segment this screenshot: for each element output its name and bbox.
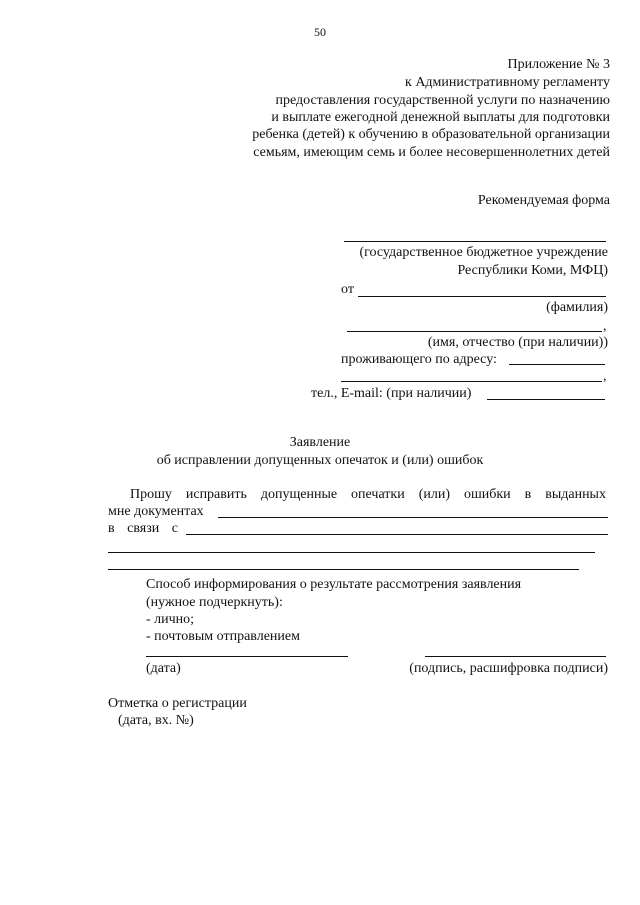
- request-word: (или): [418, 487, 450, 502]
- option-personal: - лично;: [146, 612, 195, 627]
- address-comma: ,: [603, 369, 607, 384]
- statement-subtitle: об исправлении допущенных опечаток и (или) ошибок: [156, 453, 484, 468]
- request-word: в: [524, 487, 532, 502]
- request-line: [130, 488, 606, 502]
- institution-hint: Республики Коми, МФЦ): [457, 263, 608, 278]
- name-hint: (имя, отчество (при наличии)): [427, 335, 608, 350]
- due-word: с: [171, 521, 178, 536]
- request-word: опечатки: [351, 487, 405, 502]
- due-word: в: [108, 521, 115, 536]
- notify-method-hint: (нужное подчеркнуть):: [146, 595, 283, 610]
- appendix-title: Приложение № 3: [507, 57, 610, 72]
- page-number: 50: [314, 25, 326, 39]
- option-post: - почтовым отправлением: [146, 629, 300, 644]
- phone-email-blank-line: [487, 399, 605, 400]
- request-word: допущенные: [260, 487, 338, 502]
- address-blank-line: [509, 364, 605, 365]
- signature-blank-line: [425, 656, 606, 657]
- notify-method-label: Способ информирования о результате рассмотрения заявления: [146, 577, 522, 592]
- request-word: ошибки: [463, 487, 511, 502]
- documents-blank-line: [218, 517, 608, 518]
- due-to-blank-line: [186, 534, 608, 535]
- due-word: связи: [127, 521, 160, 536]
- address-blank-line-2: [341, 381, 602, 382]
- signature-hint: (подпись, расшифровка подписи): [409, 661, 608, 676]
- institution-hint: (государственное бюджетное учреждение: [359, 245, 608, 260]
- address-label: проживающего по адресу:: [341, 352, 497, 367]
- recommended-form-label: Рекомендуемая форма: [477, 193, 610, 208]
- date-hint: (дата): [146, 661, 181, 676]
- name-blank-line: [347, 331, 602, 332]
- request-word: исправить: [185, 487, 247, 502]
- appendix-line: ребенка (детей) к обучению в образовательной организации: [252, 127, 610, 142]
- registration-hint: (дата, вх. №): [118, 713, 194, 728]
- statement-title: Заявление: [289, 435, 351, 450]
- appendix-line: предоставления государственной услуги по назначению: [275, 93, 610, 108]
- reason-blank-line-2: [108, 569, 579, 570]
- due-to-label: [108, 522, 178, 536]
- surname-hint: (фамилия): [546, 300, 608, 315]
- from-blank-line: [358, 296, 606, 297]
- phone-email-label: тел., E-mail: (при наличии): [311, 386, 472, 401]
- registration-label: Отметка о регистрации: [108, 696, 247, 711]
- name-comma: ,: [603, 319, 607, 334]
- documents-label: мне документах: [108, 504, 204, 519]
- appendix-line: к Административному регламенту: [405, 75, 610, 90]
- date-blank-line: [146, 656, 348, 657]
- from-label: от: [341, 282, 354, 297]
- reason-blank-line: [108, 552, 595, 553]
- request-word: выданных: [545, 487, 606, 502]
- appendix-line: и выплате ежегодной денежной выплаты для подготовки: [271, 110, 610, 125]
- institution-blank-line: [344, 241, 606, 242]
- appendix-line: семьям, имеющим семь и более несовершеннолетних детей: [253, 145, 610, 160]
- request-word: Прошу: [130, 487, 172, 502]
